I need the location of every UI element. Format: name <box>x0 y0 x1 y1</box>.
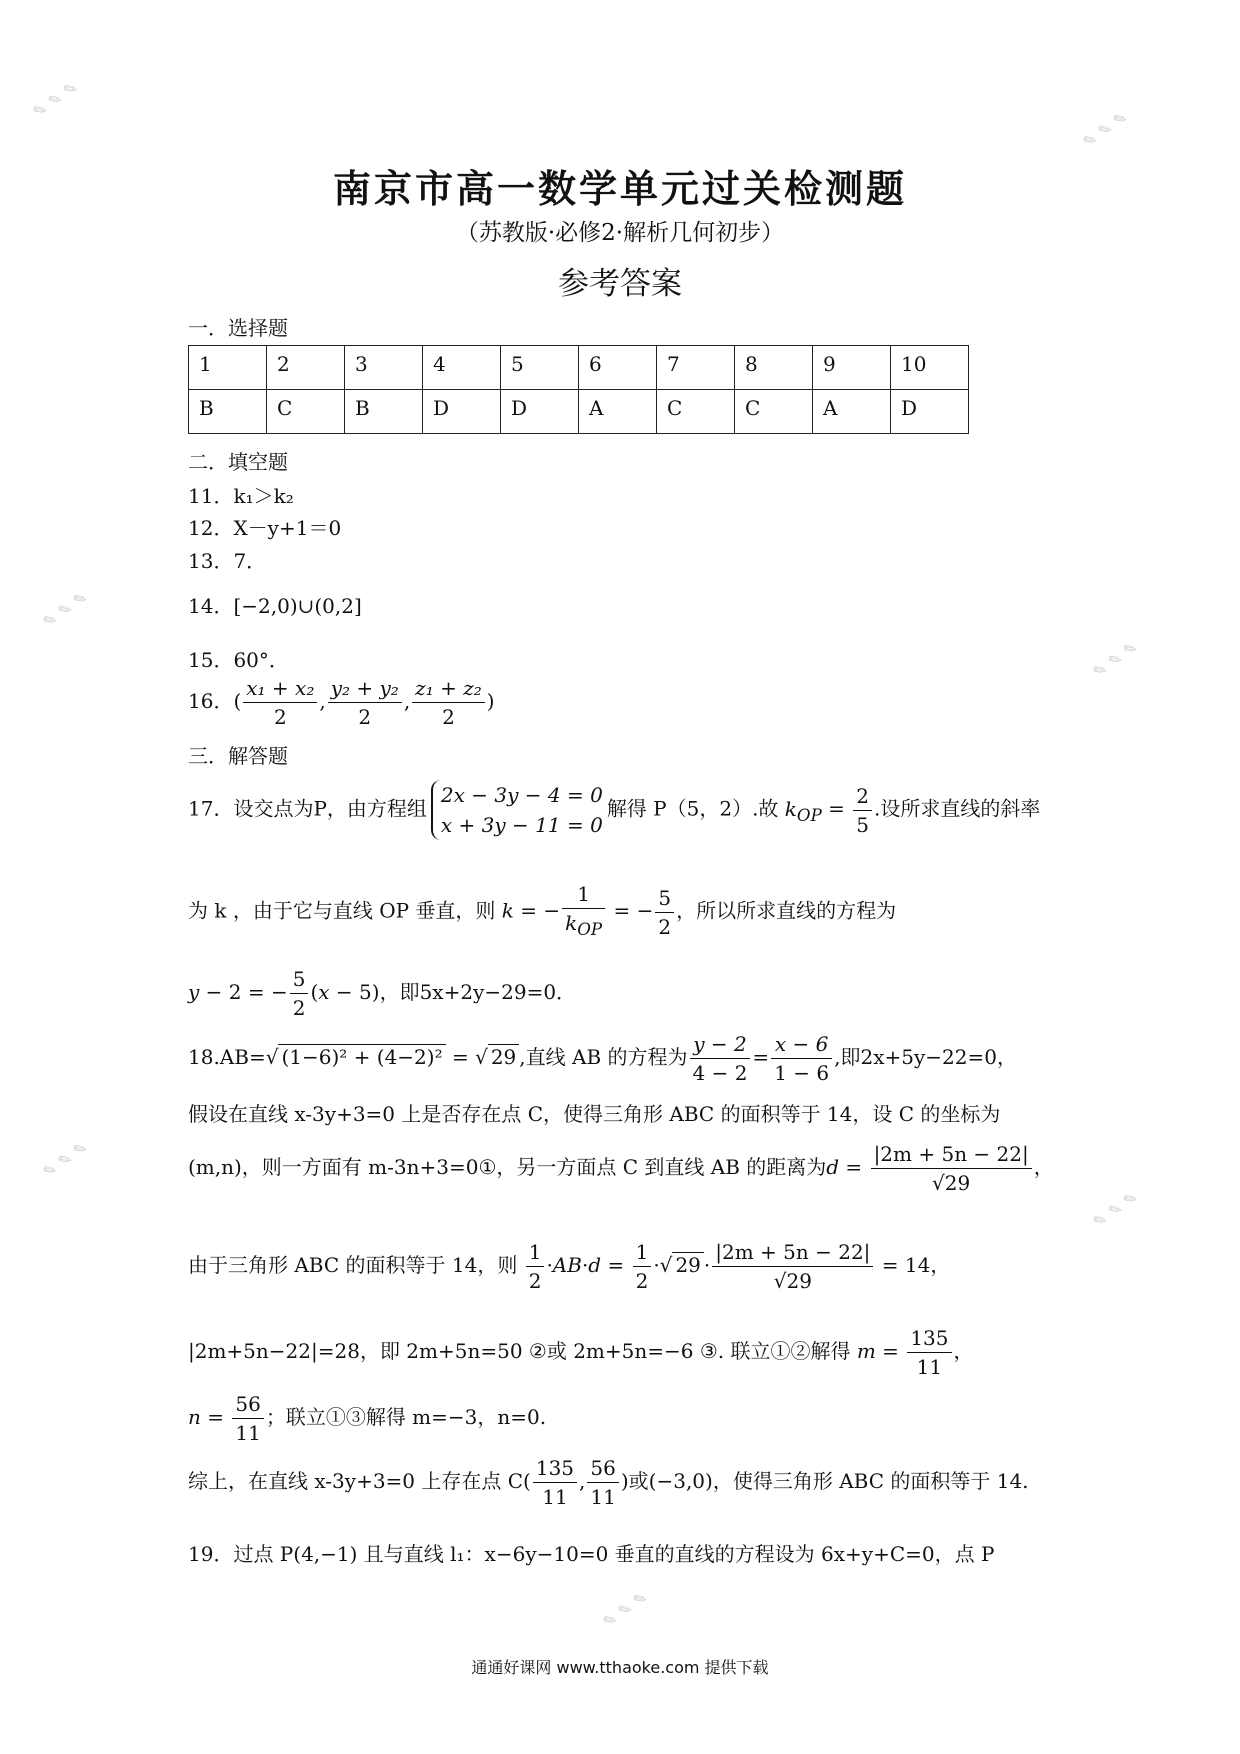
math-fraction: $\frac{5}{2}$ <box>290 965 309 1022</box>
watermark: ✎ ✎ ✎ <box>39 1137 92 1182</box>
table-cell: 1 <box>189 346 267 390</box>
table-cell: 5 <box>501 346 579 390</box>
table-cell: D <box>501 390 579 434</box>
math-fraction: $\frac{y - 2}{4 - 2}$ <box>690 1030 751 1087</box>
math-fraction: $\frac{2}{5}$ <box>853 782 872 839</box>
table-cell: B <box>345 390 423 434</box>
watermark: ✎ ✎ ✎ <box>29 77 82 122</box>
text: 为 k ，由于它与直线 OP 垂直，则 <box>188 898 496 923</box>
answer-18-line7: 综上，在直线 x-3y+3=0 上存在点 C( $\frac{135}{11}$ , $\frac{56}{11}$ )或(−3,0)，使得三角形 ABC 的面积等于 14. <box>188 1456 1029 1509</box>
answer-18-line4: 由于三角形 ABC 的面积等于 14，则 $\frac{1}{2}$ ·AB·d = $\frac{1}{2}$ ·√ 29 · $\frac{|2m + 5n - 22|}{√29}$ = 14， <box>188 1240 951 1293</box>
answer-18-line6: n = $\frac{56}{11}$ ；联立①③解得 m=−3，n=0. <box>188 1392 547 1445</box>
math-fraction: $\frac{5}{2}$ <box>655 884 674 941</box>
math-fraction: $\frac{135}{11}$ <box>533 1454 577 1511</box>
section-choice-label: 一．选择题 <box>188 316 288 340</box>
math-fraction: $\frac{1}{2}$ <box>633 1238 652 1295</box>
math-fraction: $\frac{56}{11}$ <box>232 1390 263 1447</box>
table-cell: A <box>579 390 657 434</box>
answer-table <box>188 345 969 434</box>
table-cell: C <box>267 390 345 434</box>
answer-16: 16．( $\frac{\text{x₁ + x₂}}{2}$ , $\frac{\text{y₂ + y₂}}{2}$ , $\frac{\text{z₁ + z₂}}{2}$ ) <box>188 676 495 729</box>
text: )或(−3,0)，使得三角形 ABC 的面积等于 14. <box>620 1469 1029 1493</box>
answer-18-line3: (m,n)，则一方面有 m-3n+3=0①，另一方面点 C 到直线 AB 的距离为d = $\frac{|2m + 5n - 22|}{√29}$ ， <box>188 1142 1054 1195</box>
answer-16-label: 16．( <box>188 689 242 713</box>
math-fraction: $\frac{\text{z₁ + z₂}}{2}$ <box>412 674 485 731</box>
math-fraction: $\frac{\text{x₁ + x₂}}{2}$ <box>243 674 317 731</box>
answer-17-line3: y − 2 = − $\frac{5}{2}$ (x − 5)，即5x+2y−29=0． <box>188 967 577 1020</box>
math-system: 2x − 3y − 4 = 0 x + 3y − 11 = 0 <box>431 780 603 840</box>
math-fraction: $\frac{|2m + 5n - 22|}{√29}$ <box>871 1140 1032 1197</box>
table-cell: C <box>657 390 735 434</box>
section-fill-label: 二．填空题 <box>188 450 288 474</box>
answer-18-line5: |2m+5n−22|=28，即 2m+5n=50 ②或 2m+5n=−6 ③. 联立①②解得 m = $\frac{135}{11}$ ， <box>188 1326 974 1379</box>
watermark: ✎ ✎ ✎ <box>1089 1187 1142 1232</box>
table-cell: 2 <box>267 346 345 390</box>
text: 17．设交点为P，由方程组 <box>188 796 427 821</box>
text: 由于三角形 ABC 的面积等于 14，则 <box>188 1253 518 1277</box>
math-fraction: $\frac{1}{k_{OP}}$ <box>562 880 605 944</box>
answer-18-line1: 18.AB=√ (1−6)² + (4−2)² = √ 29 ,直线 AB 的方程为 $\frac{y - 2}{4 - 2}$ = $\frac{x - 6}{1 - 6}$ ,即2x+5y−22=0， <box>188 1032 1017 1085</box>
table-cell: C <box>735 390 813 434</box>
table-cell: 6 <box>579 346 657 390</box>
table-row <box>189 390 969 434</box>
table-cell: D <box>891 390 969 434</box>
text: 18.AB= <box>188 1045 266 1069</box>
text: ，所以所求直线的方程为 <box>676 898 897 923</box>
answer-17-line2: 为 k ，由于它与直线 OP 垂直，则 k = − $\frac{1}{k_{OP}}$ = − $\frac{5}{2}$ ，所以所求直线的方程为 <box>188 880 896 944</box>
answer-17-line1: 17．设交点为P，由方程组2x − 3y − 4 = 0 x + 3y − 11 = 0解得 P（5，2）.故 $k_{OP}$ = $\frac{2}{5}$ .设所求直线的斜率 <box>188 780 1040 840</box>
math-fraction: $\frac{1}{2}$ <box>526 1238 545 1295</box>
answer-12: 12．X－y+1＝0 <box>188 516 342 540</box>
watermark: ✎ ✎ ✎ <box>1079 107 1132 152</box>
text: |2m+5n−22|=28，即 2m+5n=50 ②或 2m+5n=−6 ③. 联立①②解得 <box>188 1339 851 1363</box>
text: ；联立①③解得 m=−3，n=0. <box>265 1405 547 1429</box>
table-cell: A <box>813 390 891 434</box>
answer-14: 14．[−2,0)∪(0,2] <box>188 594 362 618</box>
table-cell: 4 <box>423 346 501 390</box>
answer-13: 13．7． <box>188 549 267 573</box>
watermark: ✎ ✎ ✎ <box>1089 637 1142 682</box>
table-cell: 10 <box>891 346 969 390</box>
table-row <box>189 346 969 390</box>
watermark: ✎ ✎ ✎ <box>39 587 92 632</box>
answer-19-line1: 19．过点 P(4,−1) 且与直线 l₁：x−6y−10=0 垂直的直线的方程设为 6x+y+C=0，点 P <box>188 1542 995 1566</box>
table-cell: 3 <box>345 346 423 390</box>
text: .设所求直线的斜率 <box>874 796 1041 821</box>
text: ,直线 AB 的方程为 <box>519 1045 688 1069</box>
watermark: ✎ ✎ ✎ <box>599 1587 652 1632</box>
math-fraction: $\frac{x - 6}{1 - 6}$ <box>771 1030 832 1087</box>
section-solve-label: 三．解答题 <box>188 744 288 768</box>
table-cell: D <box>423 390 501 434</box>
text: 综上，在直线 x-3y+3=0 上存在点 C( <box>188 1469 531 1493</box>
table-cell: B <box>189 390 267 434</box>
footer-text: 通通好课网 www.tthaoke.com 提供下载 <box>471 1658 769 1677</box>
table-cell: 9 <box>813 346 891 390</box>
table-cell: 7 <box>657 346 735 390</box>
math-fraction: $\frac{56}{11}$ <box>587 1454 618 1511</box>
answer-11: 11．k₁＞k₂ <box>188 484 294 508</box>
math-fraction: $\frac{\text{y₂ + y₂}}{2}$ <box>328 674 402 731</box>
answer-15: 15．60°． <box>188 648 289 672</box>
answer-heading: 参考答案 <box>558 266 682 302</box>
answer-18-line2: 假设在直线 x-3y+3=0 上是否存在点 C，使得三角形 ABC 的面积等于 14，设 C 的坐标为 <box>188 1102 1001 1126</box>
text: (m,n)，则一方面有 m-3n+3=0①，另一方面点 C 到直线 AB 的距离为 <box>188 1155 827 1179</box>
document-title: 南京市高一数学单元过关检测题 <box>332 166 907 211</box>
text: 解得 P（5，2）.故 <box>606 796 779 821</box>
document-subtitle: （苏教版·必修2·解析几何初步） <box>455 220 785 246</box>
text: ,即2x+5y−22=0， <box>834 1045 1017 1069</box>
math-fraction: $\frac{135}{11}$ <box>907 1324 951 1381</box>
table-cell: 8 <box>735 346 813 390</box>
text: ，即5x+2y−29=0． <box>379 980 577 1004</box>
math-fraction: $\frac{|2m + 5n - 22|}{√29}$ <box>712 1238 873 1295</box>
